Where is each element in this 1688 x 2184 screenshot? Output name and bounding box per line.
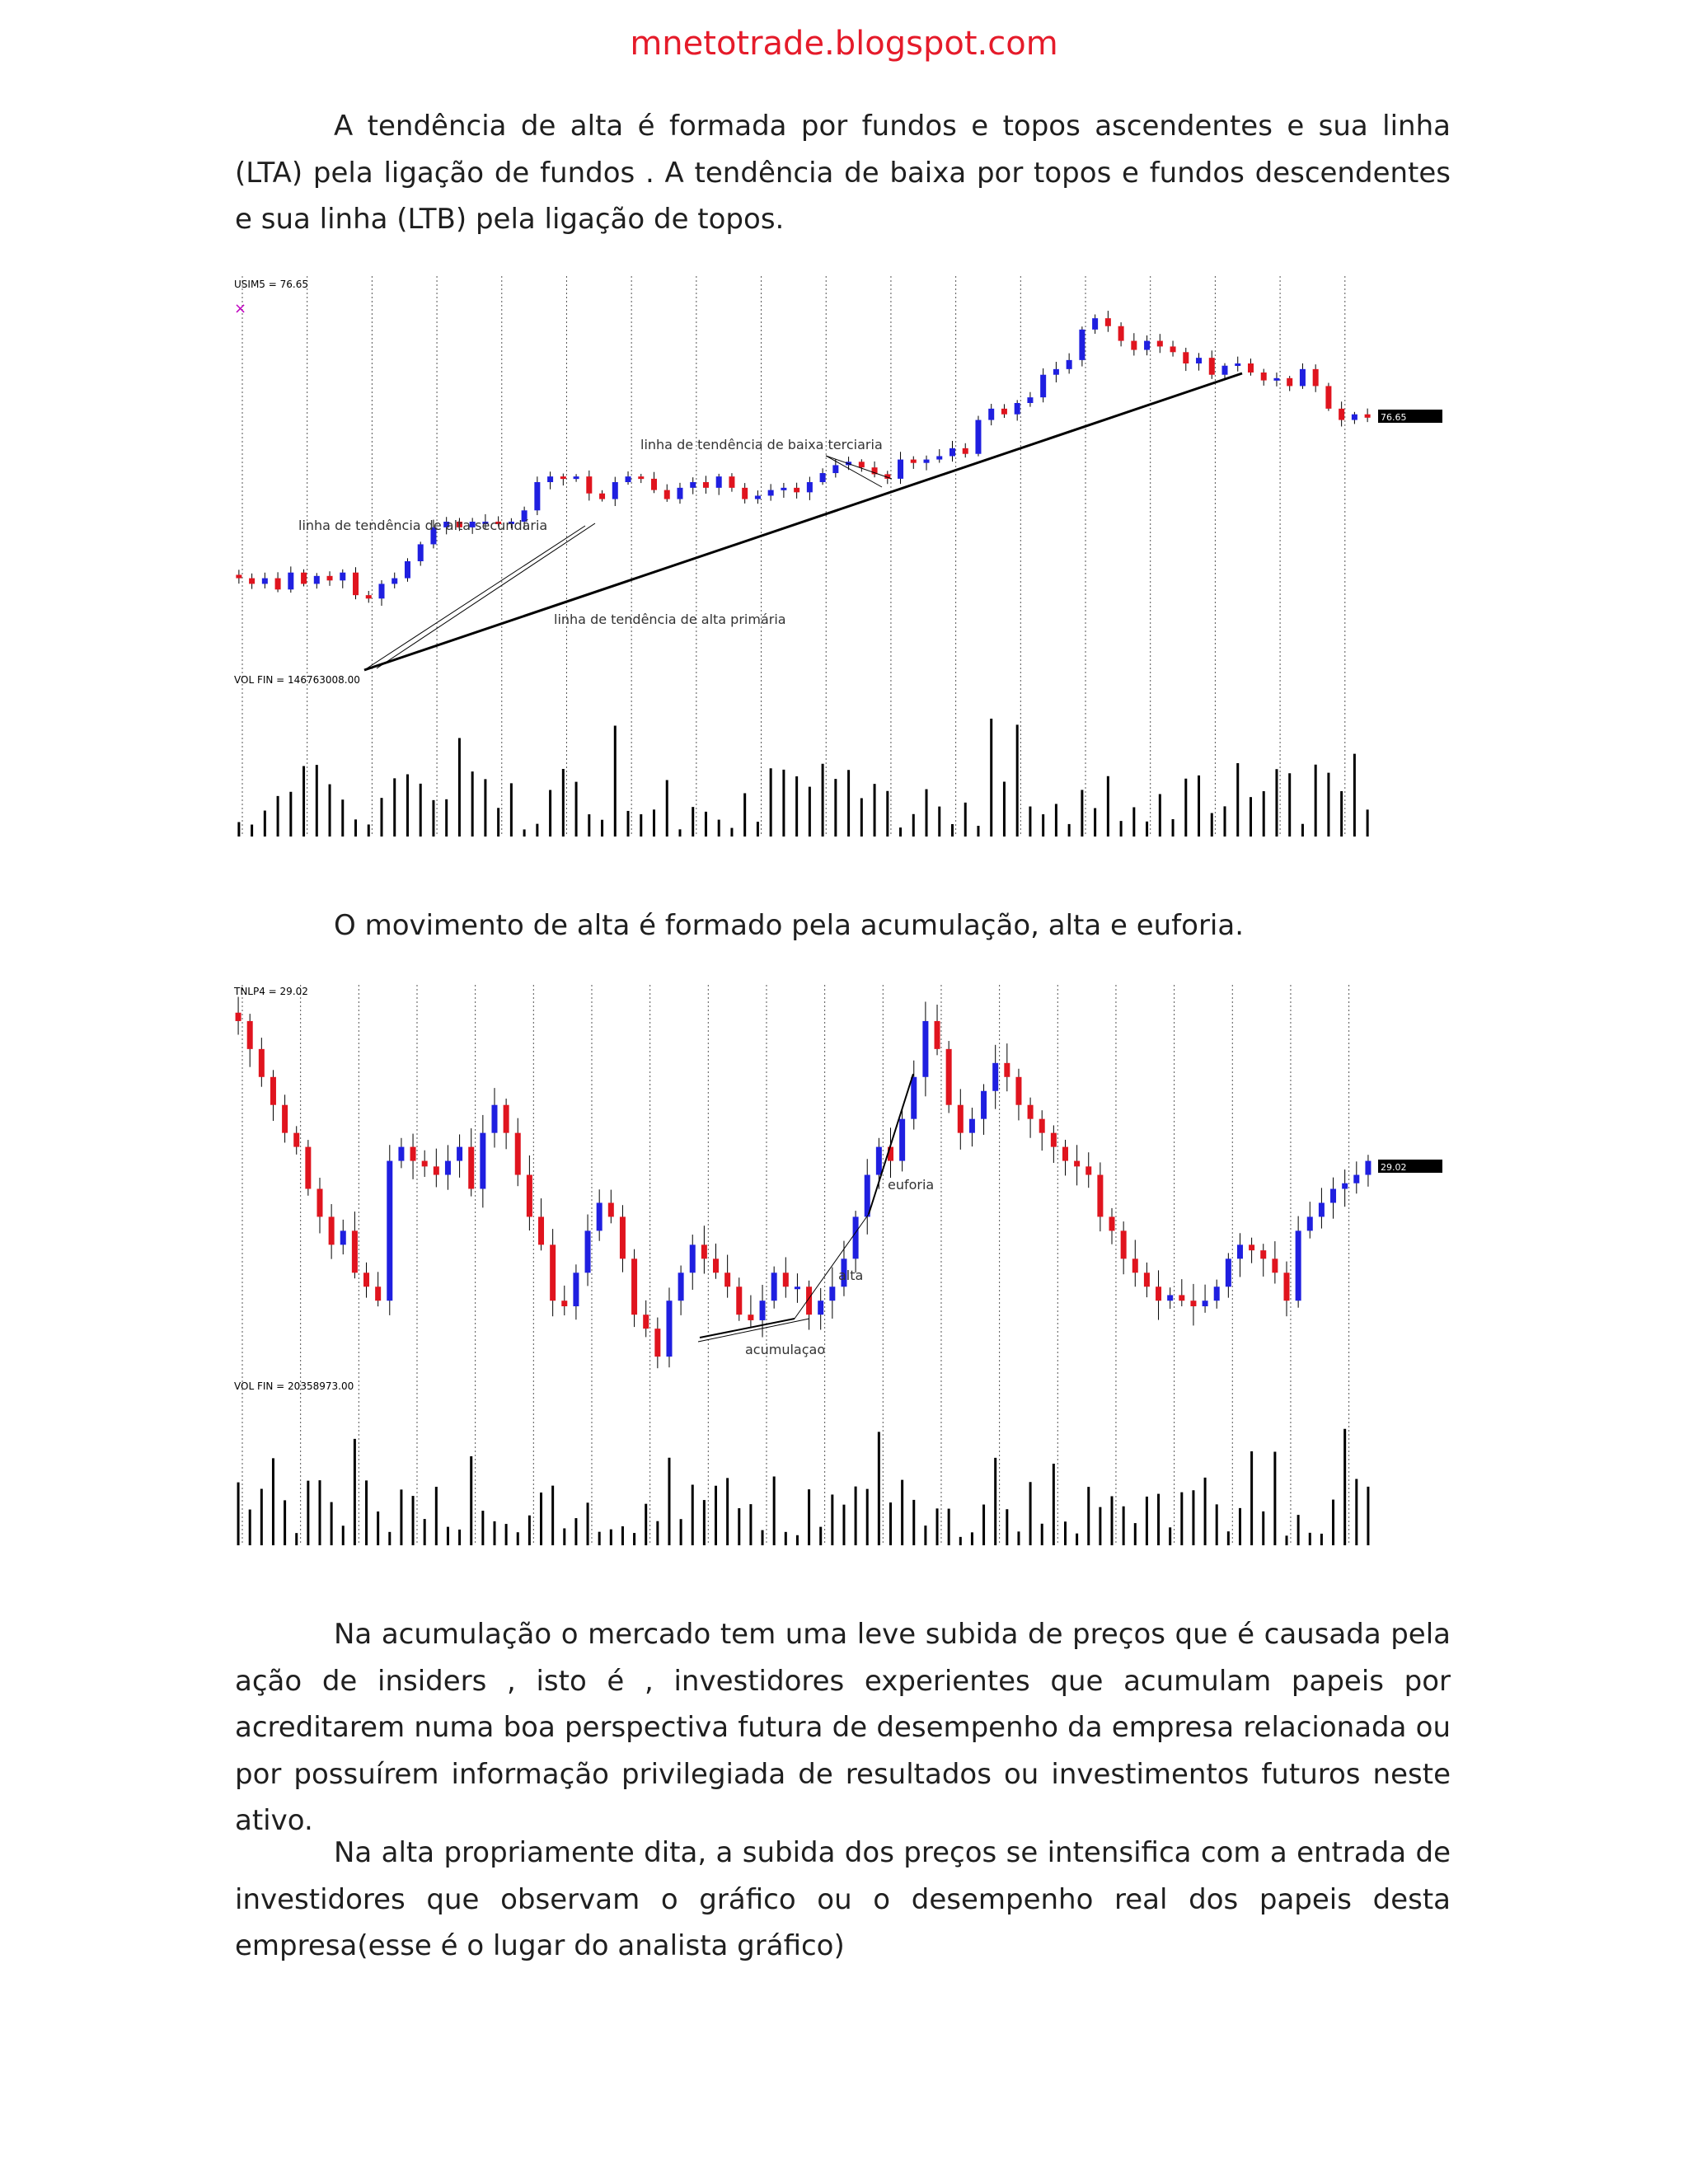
candle-body [1352, 415, 1357, 420]
candle-body [771, 1272, 777, 1301]
candle-body [288, 573, 293, 590]
acumulacao-line-b [698, 1319, 809, 1342]
candle-body [457, 1147, 462, 1161]
candle-body [1105, 318, 1111, 326]
candle-body [445, 1161, 451, 1175]
candle-body [950, 448, 955, 457]
candle-body [736, 1286, 742, 1315]
chart1-ticker-label: USIM5 = 76.65 [234, 279, 308, 290]
candle-body [1325, 386, 1331, 408]
paragraph-alta: Na alta propriamente dita, a subida dos preços se intensifica com a entrada de investidores que observam o gráfico ou o desempenho real dos papeis desta empresa(esse é o lugar do analista gráfico) [235, 1836, 1451, 1962]
candle-body [363, 1272, 369, 1286]
candle-body [643, 1315, 649, 1329]
candle-body [1261, 373, 1267, 381]
candle-body [574, 476, 579, 479]
candle-body [729, 476, 734, 488]
candle-body [352, 1230, 358, 1272]
candle-body [818, 1301, 823, 1315]
annotation-acumulacao: acumulaçao [745, 1342, 826, 1357]
candle-body [491, 1105, 497, 1133]
candle-body [392, 579, 397, 584]
candle-body [651, 479, 657, 490]
candle-body [1248, 363, 1254, 373]
candle-body [1144, 1272, 1150, 1286]
candle-body [654, 1329, 660, 1357]
chart1-volume-bars [239, 719, 1367, 837]
candle-body [293, 1133, 299, 1147]
chart2-price-tag-text: 29.02 [1381, 1162, 1407, 1173]
candle-body [1132, 1258, 1138, 1272]
candle-body [504, 1105, 509, 1133]
candle-body [1179, 1295, 1184, 1301]
candle-body [1067, 360, 1072, 369]
candle-body [1209, 358, 1215, 375]
candle-body [626, 476, 631, 482]
candle-body [1053, 369, 1059, 375]
candle-body [1353, 1175, 1359, 1183]
candle-body [1183, 352, 1189, 363]
candle-body [1342, 1183, 1348, 1189]
paragraph-movement: O movimento de alta é formado pela acumulação, alta e euforia. [334, 909, 1245, 942]
candle-body [527, 1175, 532, 1217]
candle-body [631, 1258, 637, 1315]
candle-body [1319, 1202, 1325, 1216]
candle-body [329, 1216, 335, 1244]
candle-body [314, 576, 320, 584]
candle-body [1157, 341, 1163, 347]
candle-body [1226, 1258, 1231, 1286]
candle-body [585, 1230, 591, 1272]
candle-body [1074, 1161, 1080, 1167]
candle-body [1040, 375, 1046, 397]
candle-body [1365, 415, 1371, 418]
chart2-gridlines [242, 985, 1349, 1545]
candle-body [701, 1244, 707, 1258]
candle-body [1004, 1063, 1010, 1077]
candle-body [422, 1161, 428, 1167]
candle-body [262, 579, 268, 584]
candle-body [353, 573, 359, 595]
candle-body [1196, 358, 1202, 363]
chart2-trendlines [698, 1074, 913, 1342]
candle-body [1015, 1077, 1021, 1105]
candle-body [375, 1286, 381, 1301]
candle-body [829, 1286, 835, 1301]
candle-body [410, 1147, 416, 1161]
candle-body [1203, 1301, 1208, 1306]
candle-body [1062, 1147, 1068, 1161]
candle-body [1131, 341, 1137, 350]
candle-body [963, 448, 968, 454]
candle-body [1214, 1286, 1220, 1301]
candle-body [599, 494, 605, 499]
candle-body [1237, 1244, 1243, 1258]
candle-body [678, 1272, 684, 1301]
chart2-candles [236, 997, 1372, 1369]
candle-body [1287, 378, 1292, 387]
candle-body [550, 1244, 556, 1301]
candle-body [434, 1166, 439, 1174]
acumulacao-line-a [700, 1319, 795, 1338]
candle-body [899, 1119, 905, 1161]
candle-body [1144, 341, 1150, 350]
paragraph-acumulacao: Na acumulação o mercado tem uma leve subida de preços que é causada pela ação de insiders , isto é , investidores experientes que acumulam papeis por acreditarem numa boa perspectiva futura de desempenho da empresa relacionada ou por possuírem informação privilegiada de resultados ou investimentos futuros neste ativo. [235, 1618, 1451, 1837]
candle-body [859, 462, 865, 467]
alta-line [795, 1214, 869, 1319]
candle-body [316, 1189, 322, 1217]
candle-body [1079, 330, 1085, 360]
candle-body [768, 490, 774, 496]
candle-body [387, 1161, 392, 1301]
candle-body [1284, 1272, 1290, 1301]
candle-body [783, 1272, 789, 1286]
candle-body [378, 583, 384, 598]
candle-body [1027, 397, 1033, 403]
candle-body [876, 1147, 882, 1175]
candle-body [275, 579, 281, 590]
candle-body [713, 1258, 719, 1272]
candle-body [1109, 1216, 1115, 1230]
candle-body [1365, 1161, 1371, 1175]
candle-body [795, 1286, 800, 1289]
candle-body [1039, 1119, 1045, 1133]
candle-body [1273, 378, 1279, 381]
candle-body [975, 420, 981, 454]
candle-body [1272, 1258, 1278, 1272]
candle-body [1330, 1189, 1336, 1203]
candle-body [1156, 1286, 1161, 1301]
candle-body [1051, 1133, 1057, 1147]
candle-body [853, 1216, 859, 1258]
candle-body [534, 482, 540, 510]
candle-body [1249, 1244, 1254, 1250]
candle-body [1028, 1105, 1034, 1119]
candle-body [270, 1077, 276, 1105]
candle-body [690, 482, 696, 488]
candle-body [703, 482, 709, 488]
candle-body [1092, 318, 1098, 330]
candle-body [1260, 1250, 1266, 1258]
candle-body [748, 1315, 753, 1320]
chart1-candles [236, 311, 1370, 606]
chart1-marker-icon: × [234, 300, 247, 317]
chart2-ticker-label: TNLP4 = 29.02 [234, 986, 308, 997]
candle-body [418, 544, 424, 561]
candle-body [612, 482, 618, 499]
candle-body [1313, 369, 1319, 387]
chart-tnlp4 [232, 985, 1452, 1554]
candle-body [638, 476, 644, 479]
candle-body [1015, 403, 1020, 415]
candle-body [820, 473, 826, 482]
candle-body [677, 488, 682, 499]
candle-body [716, 476, 722, 488]
annotation-primary-trend: linha de tendência de alta primária [554, 612, 786, 627]
annotation-tertiary-trend: linha de tendência de baixa terciaria [640, 437, 883, 452]
blog-header[interactable]: mnetotrade.blogspot.com [630, 25, 1058, 63]
euforia-line [869, 1074, 913, 1214]
candle-body [911, 1077, 917, 1119]
candle-body [366, 595, 372, 598]
candle-body [327, 576, 333, 580]
candle-body [898, 460, 903, 479]
candle-body [468, 1147, 474, 1189]
candle-body [1296, 1230, 1301, 1301]
candle-body [597, 1202, 603, 1230]
candle-body [305, 1147, 311, 1189]
candle-body [405, 561, 410, 579]
candle-body [1339, 409, 1344, 420]
candle-body [760, 1301, 766, 1320]
candle-body [935, 1021, 940, 1049]
annotation-secondary-trend: linha de tendência de alta secundária [298, 518, 548, 533]
candle-body [664, 490, 670, 499]
candle-body [742, 488, 748, 499]
candle-body [1235, 363, 1240, 366]
candle-body [958, 1105, 964, 1133]
candle-body [620, 1216, 626, 1258]
candle-body [755, 495, 761, 499]
chart1-price-tag-text: 76.65 [1381, 412, 1407, 423]
candle-body [259, 1049, 265, 1077]
candle-body [1097, 1175, 1103, 1217]
candle-body [480, 1133, 485, 1189]
candle-body [249, 579, 255, 584]
chart-usim5 [232, 276, 1452, 841]
candle-body [936, 456, 942, 459]
candle-body [666, 1301, 672, 1357]
candle-body [247, 1021, 253, 1049]
candle-body [547, 476, 553, 482]
candle-body [992, 1063, 998, 1091]
candle-body [1118, 326, 1124, 341]
candle-body [340, 1230, 346, 1244]
candle-body [690, 1244, 696, 1272]
candle-body [1307, 1216, 1313, 1230]
candle-body [340, 573, 345, 581]
candle-body [573, 1272, 579, 1306]
candle-body [515, 1133, 521, 1175]
candle-body [236, 1013, 241, 1021]
candle-body [538, 1216, 544, 1244]
secondary-trendline-a [364, 526, 585, 670]
candle-body [924, 460, 930, 463]
candle-body [1121, 1230, 1127, 1258]
secondary-trendline-b [377, 523, 595, 668]
candle-body [807, 482, 813, 492]
chart1-volume-label: VOL FIN = 146763008.00 [234, 674, 360, 686]
candle-body [988, 409, 994, 420]
candle-body [969, 1119, 975, 1133]
candle-body [1001, 409, 1007, 415]
annotation-euforia: euforia [888, 1177, 935, 1193]
candle-body [1300, 369, 1306, 387]
annotation-alta: alta [838, 1268, 864, 1283]
candle-body [560, 476, 566, 479]
candle-body [1190, 1301, 1196, 1306]
candle-body [1085, 1166, 1091, 1174]
candle-body [794, 488, 799, 492]
candle-body [608, 1202, 614, 1216]
candle-body [282, 1105, 288, 1133]
chart1-gridlines [242, 276, 1345, 837]
candle-body [724, 1272, 730, 1286]
candle-body [398, 1147, 404, 1161]
candle-body [911, 460, 917, 463]
candle-body [922, 1021, 928, 1077]
candle-body [236, 574, 241, 578]
candle-body [832, 465, 838, 473]
candle-body [781, 488, 786, 490]
candle-body [946, 1049, 952, 1105]
paragraph-trend-definition: A tendência de alta é formada por fundos e topos ascendentes e sua linha (LTA) pela ligação de fundos . A tendência de baixa por topos e fundos descendentes e sua linha (LTB) pela ligação de topos. [235, 110, 1451, 236]
chart2-volume-label: VOL FIN = 20358973.00 [234, 1380, 354, 1392]
candle-body [981, 1091, 987, 1119]
candle-body [1167, 1295, 1173, 1301]
chart2-volume-bars [238, 1429, 1368, 1545]
candle-body [586, 476, 592, 494]
candle-body [561, 1301, 567, 1306]
candle-body [301, 573, 307, 584]
candle-body [1222, 366, 1228, 375]
candle-body [1170, 346, 1176, 352]
